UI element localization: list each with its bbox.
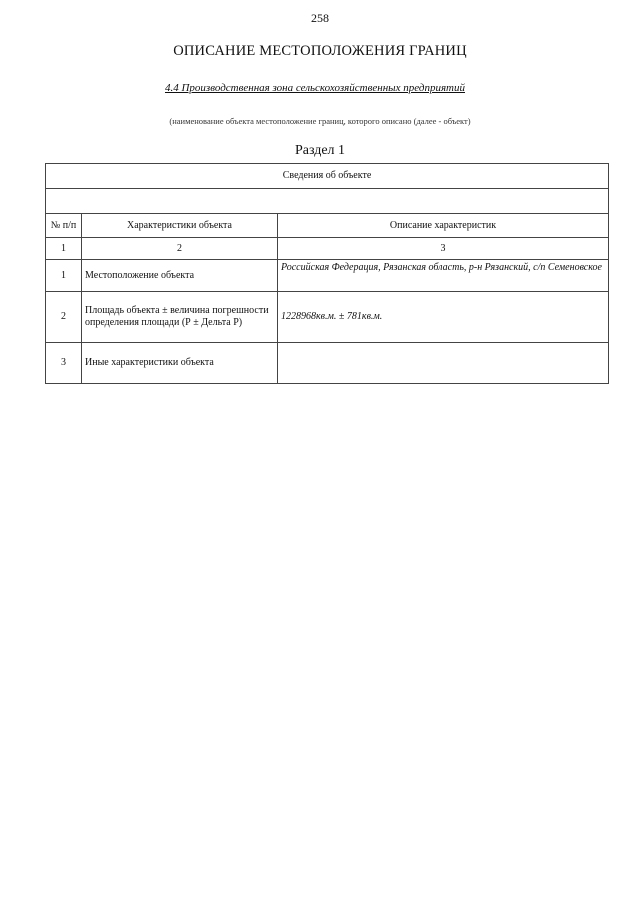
column-header-characteristic: Характеристики объекта <box>82 214 278 238</box>
object-info-table <box>45 163 609 384</box>
row-characteristic: Местоположение объекта <box>82 260 278 292</box>
column-number: 2 <box>82 238 278 260</box>
row-characteristic: Площадь объекта ± величина погрешности определения площади (Р ± Дельта Р) <box>82 292 278 343</box>
row-num: 2 <box>46 292 82 343</box>
table-row <box>46 292 609 343</box>
object-name-line <box>0 82 640 94</box>
row-num: 3 <box>46 343 82 384</box>
column-header-description: Описание характеристик <box>278 214 609 238</box>
row-num: 1 <box>46 260 82 292</box>
document-title: ОПИСАНИЕ МЕСТОПОЛОЖЕНИЯ ГРАНИЦ <box>173 43 467 59</box>
table-row <box>46 260 609 292</box>
table-header: Сведения об объекте <box>46 164 609 189</box>
column-number: 3 <box>278 238 609 260</box>
column-numbers-row <box>46 238 609 260</box>
column-header-num: № п/п <box>46 214 82 238</box>
object-name: 4.4 Производственная зона сельскохозяйственных предприятий <box>164 82 465 94</box>
column-headers-row <box>46 214 609 238</box>
column-number: 1 <box>46 238 82 260</box>
page-number: 258 <box>311 11 329 25</box>
table-empty-row <box>46 189 609 214</box>
row-description <box>278 343 609 384</box>
row-description: Российская Федерация, Рязанская область, р-н Рязанский, с/п Семеновское <box>278 260 609 292</box>
section-title: Раздел 1 <box>294 143 346 158</box>
row-description: 1228968кв.м. ± 781кв.м. <box>278 292 609 343</box>
table-row <box>46 343 609 384</box>
row-characteristic: Иные характеристики объекта <box>82 343 278 384</box>
object-caption: (наименование объекта местоположение границ, которого описано (далее - объект) <box>169 116 471 126</box>
